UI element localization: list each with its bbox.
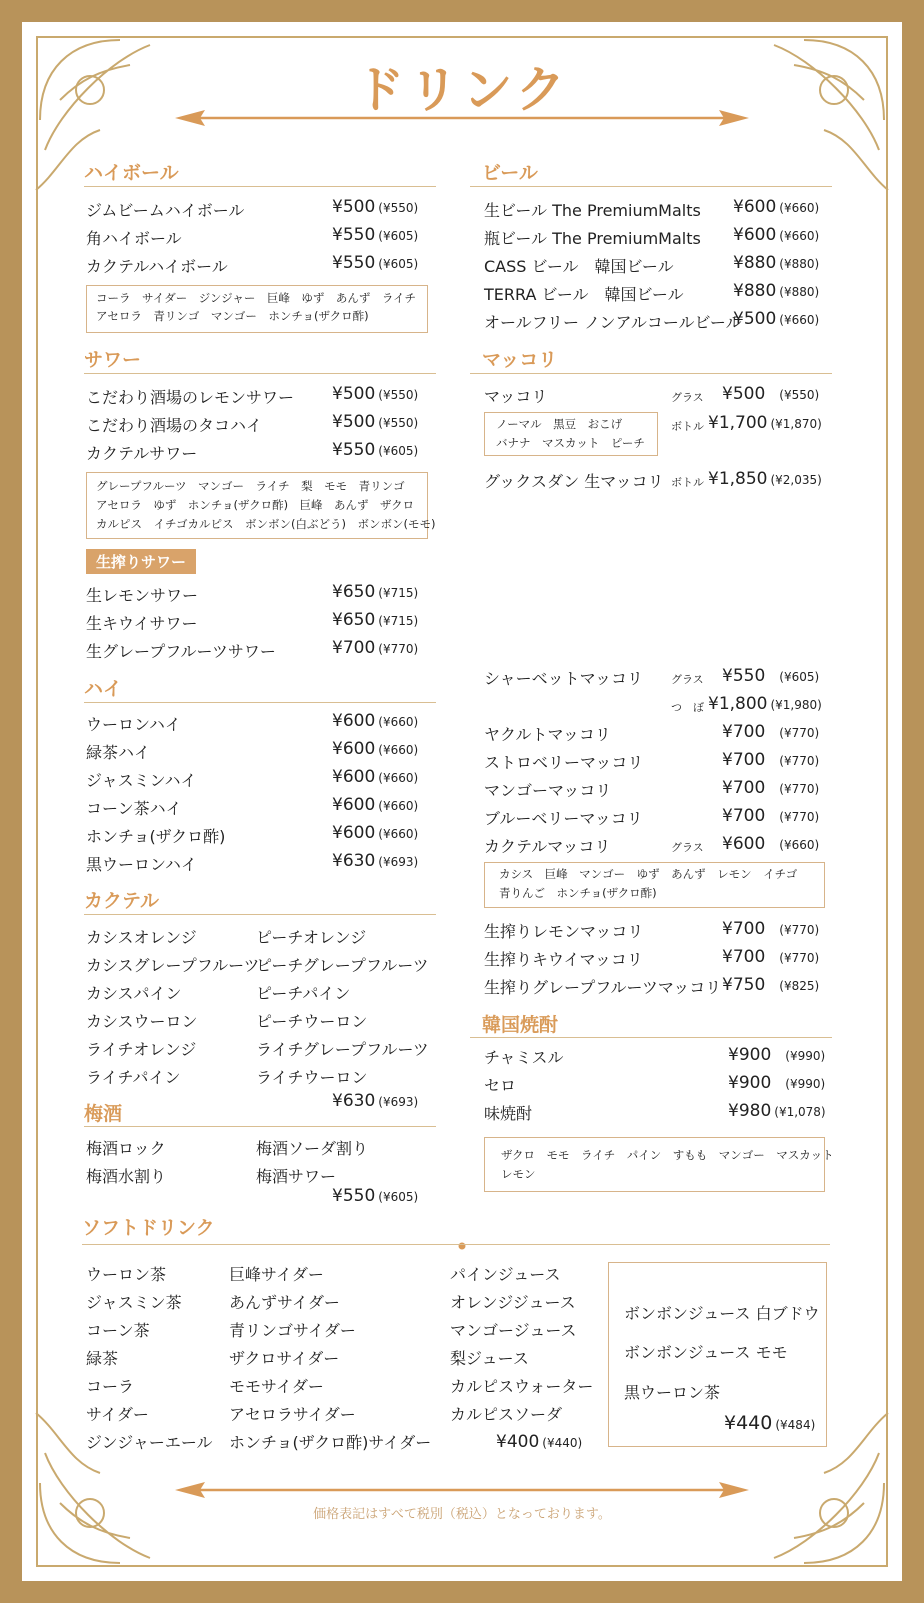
menu-item-name: セロ <box>484 1076 517 1095</box>
menu-item-price: ¥1,700 (¥1,870) <box>708 413 822 433</box>
menu-item-name: 巨峰サイダー <box>229 1265 324 1284</box>
menu-item-name: 生搾りレモンマッコリ <box>484 922 644 941</box>
menu-item-name: あんずサイダー <box>229 1293 340 1312</box>
menu-item-price: ¥500 (¥550) <box>332 412 419 432</box>
menu-item-name: ボンボンジュース モモ <box>624 1343 788 1362</box>
menu-item-name: 梅酒サワー <box>256 1167 337 1186</box>
menu-item-name: 青リンゴサイダー <box>229 1321 356 1340</box>
menu-item-name: 黒ウーロン茶 <box>624 1383 721 1402</box>
size-label: グラス <box>671 391 704 404</box>
menu-item-name: 瓶ビール The PremiumMalts <box>484 229 701 248</box>
menu-item-name: マンゴーマッコリ <box>484 781 612 800</box>
section-divider <box>84 373 436 374</box>
menu-item-name: カクテルハイボール <box>86 257 228 276</box>
menu-item-price: ¥600 (¥660) <box>332 823 419 843</box>
size-label: つ ぼ <box>671 701 704 714</box>
flavor-list: アセロラ ゆず ホンチョ(ザクロ酢) 巨峰 あんず ザクロ <box>96 498 415 512</box>
menu-item-name: アセロラサイダー <box>229 1405 356 1424</box>
menu-item-name: 生グレープフルーツサワー <box>86 642 276 661</box>
menu-item-name: ホンチョ(ザクロ酢) <box>86 827 226 846</box>
flavor-list: 青りんご ホンチョ(ザクロ酢) <box>499 886 657 900</box>
menu-item-price: ¥600 (¥660) <box>332 711 419 731</box>
menu-item-name: モモサイダー <box>229 1377 324 1396</box>
menu-item-price: ¥900 (¥990) <box>728 1045 826 1065</box>
menu-item-price: ¥550 (¥605) <box>722 666 820 686</box>
menu-item-name: 梅酒水割り <box>86 1167 167 1186</box>
menu-item-name: パインジュース <box>450 1265 561 1284</box>
menu-item-name: ウーロンハイ <box>86 715 181 734</box>
menu-item-name: 生ビール The PremiumMalts <box>484 201 701 220</box>
page-title: ドリンク <box>354 61 570 119</box>
menu-item-name: TERRA ビール 韓国ビール <box>484 285 684 304</box>
menu-item-name: ザクロサイダー <box>229 1349 340 1368</box>
menu-item-name: コーン茶 <box>86 1321 150 1340</box>
menu-item-name: カルピスウォーター <box>450 1377 594 1396</box>
menu-item-name: カシスグレープフルーツ <box>86 956 260 975</box>
section-divider <box>470 1037 832 1038</box>
section-divider <box>84 914 436 915</box>
size-label: ボトル <box>671 476 704 489</box>
menu-item-price: ¥500 (¥550) <box>332 197 419 217</box>
size-label: グラス <box>671 673 704 686</box>
menu-item-price: ¥550 (¥605) <box>332 1186 419 1206</box>
section-title-makgeolli: マッコリ <box>482 349 558 371</box>
menu-item-name: シャーベットマッコリ <box>484 669 644 688</box>
flavor-list: コーラ サイダー ジンジャー 巨峰 ゆず あんず ライチ <box>96 291 417 305</box>
menu-item-name: カクテルサワー <box>86 444 198 463</box>
menu-item-name: チャミスル <box>484 1048 564 1067</box>
menu-item-price: ¥980 (¥1,078) <box>728 1101 826 1121</box>
section-title-umeshu: 梅酒 <box>84 1103 123 1125</box>
menu-item-name: ピーチパイン <box>256 984 351 1003</box>
menu-item-price: ¥630 (¥693) <box>332 1091 419 1111</box>
flavor-list: ノーマル 黒豆 おこげ <box>496 417 623 431</box>
menu-item-name: ライチオレンジ <box>86 1040 197 1059</box>
menu-item-name: 生レモンサワー <box>86 586 199 605</box>
menu-item-name: ヤクルトマッコリ <box>484 725 611 744</box>
menu-item-name: コーン茶ハイ <box>86 799 182 818</box>
menu-item-name: サイダー <box>86 1405 149 1424</box>
menu-item-name: ピーチウーロン <box>256 1012 368 1031</box>
menu-item-price: ¥650 (¥715) <box>332 582 419 602</box>
tax-note: 価格表記はすべて税別（税込）となっております。 <box>313 1507 611 1522</box>
menu-item-name: ウーロン茶 <box>86 1265 167 1284</box>
menu-item-price: ¥400 (¥440) <box>496 1432 583 1452</box>
section-title-soju: 韓国焼酎 <box>482 1014 559 1036</box>
flavor-list: カシス 巨峰 マンゴー ゆず あんず レモン イチゴ <box>499 867 798 881</box>
menu-item-name: 生搾りグレープフルーツマッコリ <box>484 978 722 997</box>
menu-item-name: こだわり酒場のレモンサワー <box>86 388 295 407</box>
flavor-list: アセロラ 青リンゴ マンゴー ホンチョ(ザクロ酢) <box>96 309 369 323</box>
menu-item-name: コーラ <box>86 1377 135 1396</box>
menu-item-price: ¥440 (¥484) <box>724 1412 816 1434</box>
menu-item-name: マンゴージュース <box>450 1321 577 1340</box>
section-divider <box>470 373 832 374</box>
menu-item-name: ピーチオレンジ <box>256 928 367 947</box>
menu-item-price: ¥750 (¥825) <box>722 975 820 995</box>
menu-item-name: 緑茶 <box>86 1349 119 1368</box>
menu-item-price: ¥700 (¥770) <box>722 919 820 939</box>
menu-item-name: ピーチグレープフルーツ <box>256 956 429 975</box>
section-title-highball: ハイボール <box>84 162 179 184</box>
menu-item-name: カクテルマッコリ <box>484 837 611 856</box>
menu-item-price: ¥550 (¥605) <box>332 440 419 460</box>
section-divider <box>470 186 832 187</box>
menu-item-name: ボンボンジュース 白ブドウ <box>624 1304 820 1323</box>
menu-item-price: ¥500 (¥550) <box>722 384 820 404</box>
menu-item-price: ¥1,850 (¥2,035) <box>708 469 822 489</box>
menu-item-name: CASS ビール 韓国ビール <box>484 257 674 276</box>
menu-item-name: マッコリ <box>484 387 548 406</box>
menu-item-name: ブルーベリーマッコリ <box>484 809 643 828</box>
menu-item-name: 梅酒ロック <box>86 1139 166 1158</box>
menu-item-price: ¥700 (¥770) <box>722 806 820 826</box>
section-title-sour: サワー <box>84 349 142 371</box>
menu-item-name: 緑茶ハイ <box>86 743 151 762</box>
menu-item-name: ジンジャーエール <box>86 1433 213 1452</box>
menu-item-price: ¥700 (¥770) <box>722 722 820 742</box>
menu-item-price: ¥600 (¥660) <box>332 739 419 759</box>
section-title-soft-drink: ソフトドリンク <box>82 1217 215 1239</box>
menu-item-price: ¥600 (¥660) <box>733 197 820 217</box>
menu-item-price: ¥900 (¥990) <box>728 1073 826 1093</box>
menu-item-price: ¥600 (¥660) <box>332 795 419 815</box>
menu-item-price: ¥700 (¥770) <box>722 750 820 770</box>
menu-item-name: 黒ウーロンハイ <box>86 855 197 874</box>
menu-item-price: ¥550 (¥605) <box>332 225 419 245</box>
menu-item-price: ¥500 (¥550) <box>332 384 419 404</box>
menu-item-name: 角ハイボール <box>86 229 182 248</box>
menu-item-name: ジャスミン茶 <box>86 1293 182 1312</box>
menu-item-price: ¥650 (¥715) <box>332 610 419 630</box>
flavor-list: グレープフルーツ マンゴー ライチ 梨 モモ 青リンゴ <box>96 479 405 493</box>
size-label: グラス <box>671 841 704 854</box>
menu-item-price: ¥550 (¥605) <box>332 253 419 273</box>
menu-item-name: 味焼酎 <box>484 1104 533 1123</box>
section-divider <box>84 1126 436 1127</box>
menu-item-name: ジムビームハイボール <box>86 201 245 220</box>
menu-item-name: カシスウーロン <box>86 1012 198 1031</box>
menu-item-price: ¥700 (¥770) <box>332 638 419 658</box>
menu-item-price: ¥500 (¥660) <box>733 309 820 329</box>
menu-item-name: カシスパイン <box>86 984 182 1003</box>
menu-item-name: カシスオレンジ <box>86 928 197 947</box>
menu-item-name: ストロベリーマッコリ <box>484 753 644 772</box>
menu-item-name: オールフリー ノンアルコールビール <box>484 313 742 332</box>
section-title-cocktail: カクテル <box>84 890 160 912</box>
menu-item-price: ¥1,800 (¥1,980) <box>708 694 822 714</box>
menu-item-price: ¥600 (¥660) <box>733 225 820 245</box>
menu-item-name: こだわり酒場のタコハイ <box>86 416 263 435</box>
flavor-list: ザクロ モモ ライチ パイン すもも マンゴー マスカット <box>501 1148 834 1162</box>
menu-item-name: ライチグレープフルーツ <box>256 1040 429 1059</box>
menu-item-name: 梅酒ソーダ割り <box>256 1139 369 1158</box>
section-divider <box>84 186 436 187</box>
menu-item-name: ジャスミンハイ <box>86 771 197 790</box>
menu-item-name: カルピスソーダ <box>450 1405 563 1424</box>
menu-item-name: 梨ジュース <box>450 1349 529 1368</box>
menu-item-price: ¥880 (¥880) <box>733 253 820 273</box>
menu-item-name: グックスダン 生マッコリ <box>484 472 664 491</box>
section-title-hai: ハイ <box>84 678 123 700</box>
menu-item-price: ¥630 (¥693) <box>332 851 419 871</box>
menu-item-name: ライチパイン <box>86 1068 181 1087</box>
section-title-beer: ビール <box>482 162 538 184</box>
menu-item-name: オレンジジュース <box>450 1293 576 1312</box>
flavor-list: カルピス イチゴカルピス ボンボン(白ぶどう) ボンボン(モモ) <box>96 517 436 531</box>
menu-item-price: ¥880 (¥880) <box>733 281 820 301</box>
size-label: ボトル <box>671 420 704 433</box>
flavor-list: レモン <box>501 1167 536 1181</box>
section-divider <box>84 702 436 703</box>
menu-item-price: ¥600 (¥660) <box>332 767 419 787</box>
menu-item-price: ¥600 (¥660) <box>722 834 820 854</box>
menu-item-name: ホンチョ(ザクロ酢)サイダー <box>229 1433 432 1452</box>
flavor-list: バナナ マスカット ピーチ <box>496 436 645 450</box>
menu-item-name: 生搾りキウイマッコリ <box>484 950 643 969</box>
menu-item-price: ¥700 (¥770) <box>722 778 820 798</box>
section-divider <box>82 1244 830 1245</box>
menu-item-name: 生キウイサワー <box>86 614 198 633</box>
menu-item-name: ライチウーロン <box>256 1068 368 1087</box>
badge-fresh-sour: 生搾りサワー <box>86 549 196 574</box>
menu-item-price: ¥700 (¥770) <box>722 947 820 967</box>
